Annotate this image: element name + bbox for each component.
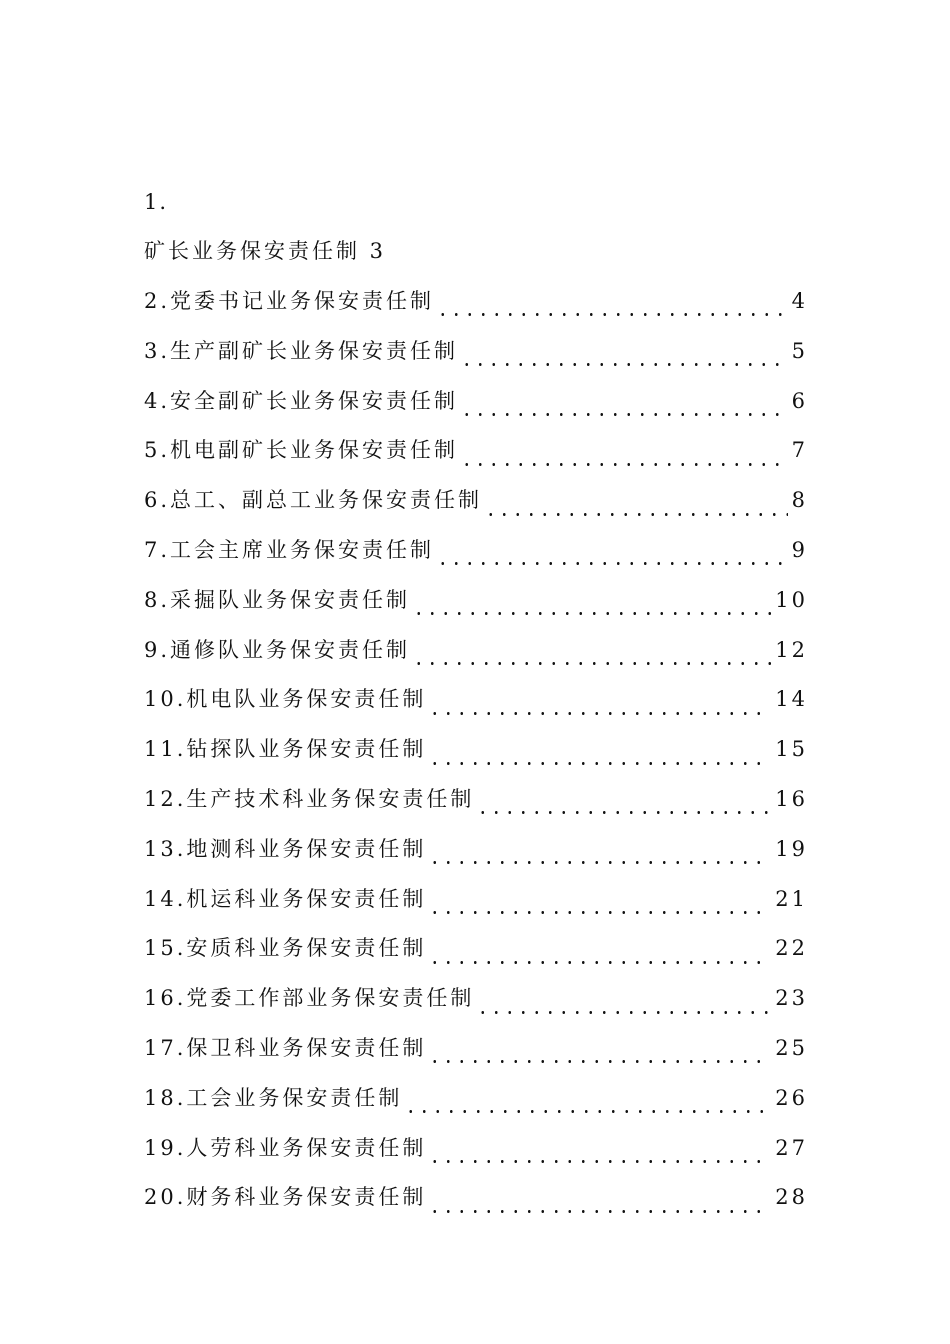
toc-entry[interactable] xyxy=(144,582,808,632)
dot-leader xyxy=(428,1210,771,1213)
toc-entry[interactable] xyxy=(144,532,808,582)
toc-entry-label: 18.工会业务保安责任制 xyxy=(144,1085,403,1110)
dot-leader xyxy=(412,662,771,665)
dot-leader xyxy=(476,1011,771,1014)
toc-entry-page: 22 xyxy=(775,936,808,961)
toc-entry[interactable] xyxy=(144,1179,808,1229)
toc-entry-label: 12.生产技术科业务保安责任制 xyxy=(144,786,475,811)
toc-entry-page: 28 xyxy=(775,1185,808,1210)
table-of-contents xyxy=(144,283,808,1229)
dot-leader xyxy=(460,413,788,416)
dot-leader xyxy=(428,961,771,964)
dot-leader xyxy=(428,1060,771,1063)
dot-leader xyxy=(428,1160,771,1163)
toc-entry-label: 2.党委书记业务保安责任制 xyxy=(144,289,435,313)
dot-leader xyxy=(428,911,771,914)
toc-entry-label: 15.安质科业务保安责任制 xyxy=(144,936,427,961)
dot-leader xyxy=(460,463,788,466)
toc-entry-page: 26 xyxy=(775,1085,808,1110)
toc-entry[interactable] xyxy=(144,681,808,731)
toc-entry-page: 14 xyxy=(775,687,808,712)
toc-entry[interactable] xyxy=(144,930,808,980)
toc-entry-label: 17.保卫科业务保安责任制 xyxy=(144,1035,427,1060)
toc-entry-label: 10.机电队业务保安责任制 xyxy=(144,687,427,712)
toc-entry-page: 12 xyxy=(775,637,808,662)
toc-entry-label: 5.机电副矿长业务保安责任制 xyxy=(144,438,459,463)
toc-entry-1-number: 1. xyxy=(144,190,169,214)
toc-entry-label: 8.采掘队业务保安责任制 xyxy=(144,587,411,612)
toc-entry-page: 19 xyxy=(775,836,808,861)
dot-leader xyxy=(436,562,788,565)
toc-entry-label: 19.人劳科业务保安责任制 xyxy=(144,1135,427,1160)
toc-entry-label: 4.安全副矿长业务保安责任制 xyxy=(144,388,459,413)
toc-entry-page: 21 xyxy=(775,886,808,911)
toc-entry[interactable] xyxy=(144,333,808,383)
toc-entry-label: 6.总工、副总工业务保安责任制 xyxy=(144,488,483,513)
dot-leader xyxy=(412,612,771,615)
dot-leader xyxy=(436,313,788,316)
dot-leader xyxy=(484,513,788,516)
toc-entry-page: 16 xyxy=(775,786,808,811)
toc-entry-label: 16.党委工作部业务保安责任制 xyxy=(144,986,475,1011)
toc-entry-label: 13.地测科业务保安责任制 xyxy=(144,836,427,861)
toc-entry[interactable] xyxy=(144,980,808,1030)
toc-entry-page: 27 xyxy=(775,1135,808,1160)
toc-entry[interactable] xyxy=(144,881,808,931)
toc-entry-label: 9.通修队业务保安责任制 xyxy=(144,637,411,662)
toc-entry-page: 5 xyxy=(791,338,808,363)
toc-entry[interactable] xyxy=(144,432,808,482)
dot-leader xyxy=(428,762,771,765)
toc-entry-page: 25 xyxy=(775,1035,808,1060)
toc-entry[interactable] xyxy=(144,632,808,682)
toc-entry[interactable] xyxy=(144,283,808,333)
toc-entry-page: 23 xyxy=(775,986,808,1011)
dot-leader xyxy=(476,811,771,814)
toc-entry-page: 4 xyxy=(791,289,808,313)
toc-entry[interactable] xyxy=(144,1130,808,1180)
toc-entry[interactable] xyxy=(144,1030,808,1080)
toc-entry-label: 3.生产副矿长业务保安责任制 xyxy=(144,338,459,363)
toc-entry-page: 15 xyxy=(775,737,808,762)
toc-entry-label: 11.钻探队业务保安责任制 xyxy=(144,737,427,762)
toc-entry-page: 8 xyxy=(791,488,808,513)
dot-leader xyxy=(460,363,788,366)
toc-entry-label: 14.机运科业务保安责任制 xyxy=(144,886,427,911)
dot-leader xyxy=(428,861,771,864)
toc-entry-page: 9 xyxy=(791,537,808,562)
dot-leader xyxy=(404,1110,771,1113)
toc-entry-label: 7.工会主席业务保安责任制 xyxy=(144,537,435,562)
toc-entry[interactable] xyxy=(144,731,808,781)
toc-entry-1-title[interactable]: 矿长业务保安责任制 3 xyxy=(144,239,387,263)
toc-entry[interactable] xyxy=(144,831,808,881)
dot-leader xyxy=(428,712,771,715)
toc-entry-page: 10 xyxy=(775,587,808,612)
toc-entry[interactable] xyxy=(144,482,808,532)
toc-entry-page: 6 xyxy=(791,388,808,413)
toc-entry[interactable] xyxy=(144,383,808,433)
toc-entry[interactable] xyxy=(144,781,808,831)
toc-entry-label: 20.财务科业务保安责任制 xyxy=(144,1185,427,1210)
toc-entry-page: 7 xyxy=(791,438,808,463)
toc-entry[interactable] xyxy=(144,1080,808,1130)
